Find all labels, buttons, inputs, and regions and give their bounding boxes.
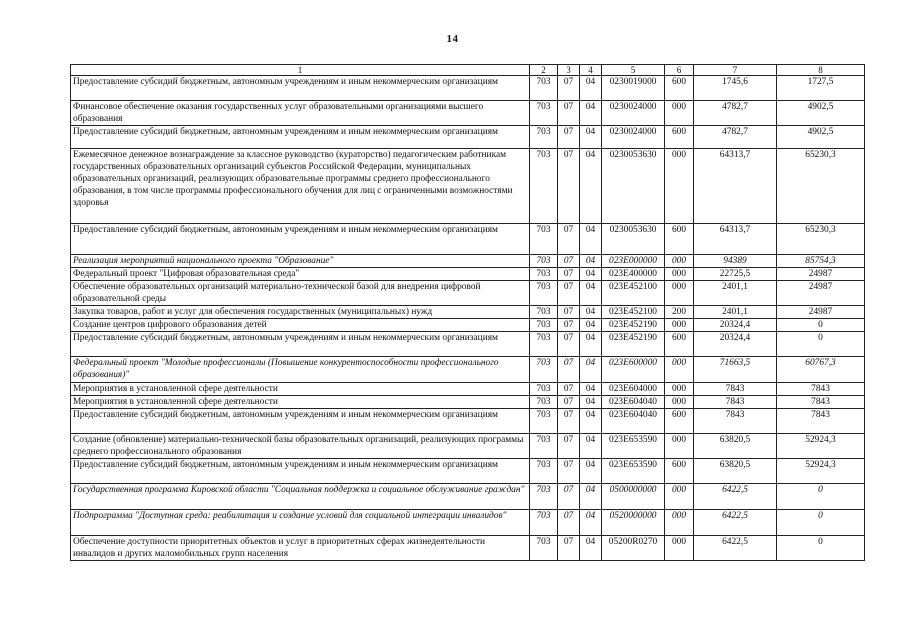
amount-column-8: 7843 <box>777 383 865 396</box>
code-column-4: 04 <box>580 224 602 255</box>
row-description: Мероприятия в установленной сфере деятельности <box>71 396 530 409</box>
amount-column-8: 1727,5 <box>777 76 865 101</box>
code-column-4: 04 <box>580 319 602 332</box>
amount-column-8: 24987 <box>777 268 865 281</box>
code-column-3: 07 <box>558 510 580 536</box>
page-number: 14 <box>446 33 459 45</box>
code-column-4: 04 <box>580 396 602 409</box>
code-column-4: 04 <box>580 409 602 434</box>
column-header: 6 <box>665 65 694 76</box>
code-column-3: 07 <box>558 409 580 434</box>
expense-type: 000 <box>665 281 694 306</box>
amount-column-7: 7843 <box>694 383 777 396</box>
column-header: 3 <box>558 65 580 76</box>
code-column-2: 703 <box>530 306 558 319</box>
amount-column-7: 1745,6 <box>694 76 777 101</box>
amount-column-7: 4782,7 <box>694 101 777 126</box>
target-article: 023E604000 <box>602 383 665 396</box>
expense-type: 000 <box>665 510 694 536</box>
table-row <box>71 536 865 561</box>
code-column-3: 07 <box>558 434 580 459</box>
target-article: 0520000000 <box>602 510 665 536</box>
row-description: Предоставление субсидий бюджетным, автономным учреждениям и иным некоммерческим организациям <box>71 76 530 101</box>
expense-type: 600 <box>665 224 694 255</box>
table-row <box>71 149 865 224</box>
expense-type: 000 <box>665 149 694 224</box>
amount-column-8: 24987 <box>777 306 865 319</box>
target-article: 023E000000 <box>602 255 665 268</box>
table-row <box>71 319 865 332</box>
amount-column-8: 0 <box>777 536 865 561</box>
code-column-3: 07 <box>558 536 580 561</box>
target-article: 023E452100 <box>602 306 665 319</box>
table-row <box>71 409 865 434</box>
expense-type: 000 <box>665 319 694 332</box>
row-description: Создание (обновление) материально-технической базы образовательных организаций, реализующих программы среднего профессионального образования <box>71 434 530 459</box>
amount-column-8: 0 <box>777 484 865 510</box>
row-description: Предоставление субсидий бюджетным, автономным учреждениям и иным некоммерческим организациям <box>71 224 530 255</box>
amount-column-7: 20324,4 <box>694 319 777 332</box>
table-row <box>71 332 865 357</box>
code-column-3: 07 <box>558 357 580 383</box>
code-column-4: 04 <box>580 510 602 536</box>
table-row <box>71 281 865 306</box>
code-column-2: 703 <box>530 409 558 434</box>
expense-type: 000 <box>665 536 694 561</box>
target-article: 0230053630 <box>602 224 665 255</box>
expense-type: 000 <box>665 484 694 510</box>
amount-column-7: 4782,7 <box>694 126 777 149</box>
code-column-2: 703 <box>530 126 558 149</box>
row-description: Закупка товаров, работ и услуг для обеспечения государственных (муниципальных) нужд <box>71 306 530 319</box>
expense-type: 600 <box>665 76 694 101</box>
amount-column-7: 7843 <box>694 409 777 434</box>
code-column-4: 04 <box>580 126 602 149</box>
code-column-3: 07 <box>558 396 580 409</box>
expense-type: 600 <box>665 126 694 149</box>
code-column-2: 703 <box>530 255 558 268</box>
code-column-3: 07 <box>558 319 580 332</box>
row-description: Федеральный проект "Цифровая образовательная среда" <box>71 268 530 281</box>
code-column-4: 04 <box>580 306 602 319</box>
code-column-2: 703 <box>530 383 558 396</box>
expense-type: 000 <box>665 101 694 126</box>
table-row <box>71 510 865 536</box>
row-description: Создание центров цифрового образования детей <box>71 319 530 332</box>
amount-column-8: 65230,3 <box>777 149 865 224</box>
row-description: Подпрограмма "Доступная среда: реабилитация и создание условий для социальной интеграции инвалидов" <box>71 510 530 536</box>
code-column-2: 703 <box>530 319 558 332</box>
table-row <box>71 76 865 101</box>
column-number-row <box>71 65 865 76</box>
code-column-4: 04 <box>580 383 602 396</box>
target-article: 05200R0270 <box>602 536 665 561</box>
table-row <box>71 459 865 484</box>
code-column-3: 07 <box>558 332 580 357</box>
table-row <box>71 306 865 319</box>
amount-column-7: 63820,5 <box>694 459 777 484</box>
code-column-3: 07 <box>558 268 580 281</box>
code-column-2: 703 <box>530 149 558 224</box>
row-description: Мероприятия в установленной сфере деятельности <box>71 383 530 396</box>
table-row <box>71 101 865 126</box>
amount-column-8: 0 <box>777 319 865 332</box>
expense-type: 200 <box>665 306 694 319</box>
code-column-2: 703 <box>530 332 558 357</box>
amount-column-8: 4902,5 <box>777 126 865 149</box>
amount-column-8: 7843 <box>777 409 865 434</box>
amount-column-7: 6422,5 <box>694 536 777 561</box>
row-description: Федеральный проект "Молодые профессионалы (Повышение конкурентоспособности профессионального образования)" <box>71 357 530 383</box>
amount-column-8: 52924,3 <box>777 434 865 459</box>
code-column-3: 07 <box>558 126 580 149</box>
amount-column-7: 64313,7 <box>694 149 777 224</box>
amount-column-7: 64313,7 <box>694 224 777 255</box>
amount-column-7: 7843 <box>694 396 777 409</box>
code-column-3: 07 <box>558 281 580 306</box>
target-article: 0230019000 <box>602 76 665 101</box>
expense-type: 600 <box>665 409 694 434</box>
target-article: 023E400000 <box>602 268 665 281</box>
row-description: Финансовое обеспечение оказания государственных услуг образовательными организациями высшего образования <box>71 101 530 126</box>
target-article: 023E653590 <box>602 434 665 459</box>
code-column-4: 04 <box>580 149 602 224</box>
table-row <box>71 268 865 281</box>
amount-column-7: 6422,5 <box>694 510 777 536</box>
table-row <box>71 357 865 383</box>
amount-column-8: 0 <box>777 510 865 536</box>
target-article: 0230024000 <box>602 101 665 126</box>
amount-column-7: 2401,1 <box>694 281 777 306</box>
table-row <box>71 224 865 255</box>
code-column-3: 07 <box>558 255 580 268</box>
target-article: 023E452190 <box>602 319 665 332</box>
code-column-2: 703 <box>530 224 558 255</box>
column-header: 7 <box>694 65 777 76</box>
code-column-2: 703 <box>530 459 558 484</box>
row-description: Предоставление субсидий бюджетным, автономным учреждениям и иным некоммерческим организациям <box>71 409 530 434</box>
table-row <box>71 396 865 409</box>
code-column-4: 04 <box>580 459 602 484</box>
code-column-4: 04 <box>580 255 602 268</box>
code-column-2: 703 <box>530 76 558 101</box>
row-description: Ежемесячное денежное вознаграждение за классное руководство (кураторство) педагогическим работникам государственных образовательных организаций субъектов Российской Федерации, муниципальных образовательных организаций, реализующих образовательные программы среднего профессионального образования, в том числе программы профессионального обучения для лиц с ограниченными возможностями здоровья <box>71 149 530 224</box>
amount-column-8: 85754,3 <box>777 255 865 268</box>
column-header: 5 <box>602 65 665 76</box>
amount-column-7: 71663,5 <box>694 357 777 383</box>
amount-column-7: 94389 <box>694 255 777 268</box>
column-header: 4 <box>580 65 602 76</box>
amount-column-7: 2401,1 <box>694 306 777 319</box>
code-column-4: 04 <box>580 281 602 306</box>
amount-column-7: 63820,5 <box>694 434 777 459</box>
target-article: 0230053630 <box>602 149 665 224</box>
code-column-4: 04 <box>580 76 602 101</box>
expense-type: 000 <box>665 268 694 281</box>
code-column-3: 07 <box>558 383 580 396</box>
amount-column-8: 0 <box>777 332 865 357</box>
code-column-4: 04 <box>580 268 602 281</box>
amount-column-8: 4902,5 <box>777 101 865 126</box>
target-article: 023E653590 <box>602 459 665 484</box>
code-column-3: 07 <box>558 306 580 319</box>
amount-column-8: 60767,3 <box>777 357 865 383</box>
code-column-2: 703 <box>530 357 558 383</box>
expense-type: 000 <box>665 434 694 459</box>
table-row <box>71 484 865 510</box>
expense-type: 600 <box>665 332 694 357</box>
amount-column-7: 6422,5 <box>694 484 777 510</box>
code-column-3: 07 <box>558 459 580 484</box>
code-column-4: 04 <box>580 536 602 561</box>
expense-type: 000 <box>665 357 694 383</box>
target-article: 023E604040 <box>602 409 665 434</box>
code-column-2: 703 <box>530 101 558 126</box>
table-row <box>71 383 865 396</box>
code-column-2: 703 <box>530 434 558 459</box>
code-column-3: 07 <box>558 101 580 126</box>
target-article: 0230024000 <box>602 126 665 149</box>
amount-column-7: 20324,4 <box>694 332 777 357</box>
target-article: 023E604040 <box>602 396 665 409</box>
column-header: 8 <box>777 65 865 76</box>
row-description: Предоставление субсидий бюджетным, автономным учреждениям и иным некоммерческим организациям <box>71 126 530 149</box>
budget-table <box>70 64 865 561</box>
amount-column-8: 65230,3 <box>777 224 865 255</box>
table-row <box>71 434 865 459</box>
expense-type: 600 <box>665 459 694 484</box>
row-description: Государственная программа Кировской области "Социальная поддержка и социальное обслуживание граждан" <box>71 484 530 510</box>
table-row <box>71 126 865 149</box>
code-column-2: 703 <box>530 536 558 561</box>
row-description: Предоставление субсидий бюджетным, автономным учреждениям и иным некоммерческим организациям <box>71 459 530 484</box>
amount-column-8: 7843 <box>777 396 865 409</box>
table-row <box>71 255 865 268</box>
code-column-2: 703 <box>530 510 558 536</box>
code-column-2: 703 <box>530 281 558 306</box>
code-column-2: 703 <box>530 484 558 510</box>
target-article: 0500000000 <box>602 484 665 510</box>
row-description: Предоставление субсидий бюджетным, автономным учреждениям и иным некоммерческим организациям <box>71 332 530 357</box>
target-article: 023E600000 <box>602 357 665 383</box>
code-column-3: 07 <box>558 484 580 510</box>
target-article: 023E452100 <box>602 281 665 306</box>
amount-column-8: 24987 <box>777 281 865 306</box>
row-description: Реализация мероприятий национального проекта "Образование" <box>71 255 530 268</box>
target-article: 023E452190 <box>602 332 665 357</box>
column-header: 1 <box>71 65 530 76</box>
row-description: Обеспечение доступности приоритетных объектов и услуг в приоритетных сферах жизнедеятельности инвалидов и других маломобильных групп населения <box>71 536 530 561</box>
code-column-2: 703 <box>530 268 558 281</box>
code-column-4: 04 <box>580 484 602 510</box>
expense-type: 000 <box>665 255 694 268</box>
column-header: 2 <box>530 65 558 76</box>
code-column-4: 04 <box>580 434 602 459</box>
code-column-3: 07 <box>558 76 580 101</box>
code-column-4: 04 <box>580 357 602 383</box>
row-description: Обеспечение образовательных организаций материально-технической базой для внедрения цифровой образовательной среды <box>71 281 530 306</box>
expense-type: 000 <box>665 383 694 396</box>
expense-type: 000 <box>665 396 694 409</box>
code-column-3: 07 <box>558 149 580 224</box>
code-column-3: 07 <box>558 224 580 255</box>
code-column-4: 04 <box>580 101 602 126</box>
code-column-4: 04 <box>580 332 602 357</box>
amount-column-7: 22725,5 <box>694 268 777 281</box>
code-column-2: 703 <box>530 396 558 409</box>
amount-column-8: 52924,3 <box>777 459 865 484</box>
